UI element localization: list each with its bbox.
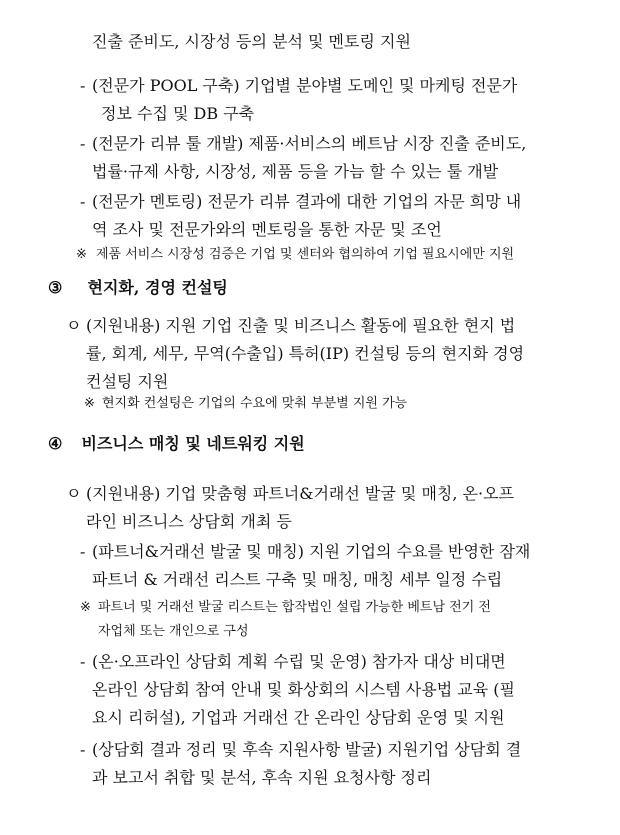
circle-marker: ㅇ	[66, 484, 82, 503]
heading-title: 현지화, 경영 컨설팅	[87, 278, 228, 297]
text-line: 자업체 또는 개인으로 구성	[98, 624, 249, 639]
circle-item-consulting	[66, 312, 596, 396]
text-line: 역 조사 및 전문가와의 멘토링을 통한 자문 및 조언	[92, 220, 442, 239]
dash-marker: -	[80, 652, 86, 671]
text-line: 과 보고서 취합 및 분석, 후속 지원 요청사항 정리	[92, 768, 432, 787]
text-line: 요시 리허설), 기업과 거래선 간 온라인 상담회 운영 및 지원	[92, 708, 505, 727]
circle-item-matching	[66, 480, 596, 536]
heading-number: ④	[48, 434, 63, 453]
text-line: (지원내용) 기업 맞춤형 파트너&거래선 발굴 및 매칭, 온·오프	[86, 484, 514, 503]
text-line: 법률·규제 사항, 시장성, 제품 등을 가늠 할 수 있는 툴 개발	[92, 162, 499, 181]
section-heading-business-matching	[48, 432, 448, 456]
heading-title: 비즈니스 매칭 및 네트워킹 지원	[81, 434, 305, 453]
dash-item-mentoring	[80, 188, 595, 244]
text-line: 현지화 컨설팅은 기업의 수요에 맞춰 부분별 지원 가능	[102, 396, 408, 411]
text-line: 컨설팅 지원	[86, 372, 169, 391]
note-market-validation	[76, 245, 601, 265]
section-heading-localization	[48, 276, 448, 300]
circle-marker: ㅇ	[66, 316, 82, 335]
dash-item-follow-up	[80, 736, 595, 792]
note-marker: ※	[76, 247, 87, 262]
dash-marker: -	[80, 542, 86, 561]
note-partner-list	[80, 596, 600, 644]
dash-marker: -	[80, 76, 86, 95]
dash-marker: -	[80, 134, 86, 153]
note-localization	[84, 394, 584, 414]
text-line: 라인 비즈니스 상담회 개최 등	[86, 512, 292, 531]
dash-item-partner-sourcing	[80, 538, 595, 594]
text-line: (지원내용) 지원 기업 진출 및 비즈니스 활동에 필요한 현지 법	[86, 316, 516, 335]
note-marker: ※	[84, 396, 95, 411]
text-line: (전문가 멘토링) 전문가 리뷰 결과에 대한 기업의 자문 희망 내	[92, 192, 522, 211]
text-line: 정보 수집 및 DB 구축	[101, 104, 255, 123]
text-line: 률, 회계, 세무, 무역(수출입) 특허(IP) 컨설팅 등의 현지화 경영	[86, 344, 525, 363]
paragraph-continuation	[92, 32, 522, 52]
text-line: 온라인 상담회 참여 안내 및 화상회의 시스템 사용법 교육 (필	[92, 680, 515, 699]
text-line: 파트너 및 거래선 발굴 리스트는 합작법인 설립 가능한 베트남 전기 전	[98, 600, 491, 615]
text-line: 진출 준비도, 시장성 등의 분석 및 멘토링 지원	[92, 32, 411, 51]
text-line: 제품 서비스 시장성 검증은 기업 및 센터와 협의하여 기업 필요시에만 지원	[96, 247, 515, 262]
dash-marker: -	[80, 192, 86, 211]
dash-item-review-tool	[80, 130, 595, 186]
note-marker: ※	[80, 600, 91, 615]
heading-number: ③	[48, 278, 63, 297]
dash-marker: -	[80, 740, 86, 759]
text-line: (온·오프라인 상담회 계획 수립 및 운영) 참가자 대상 비대면	[92, 652, 506, 671]
text-line: (전문가 리뷰 툴 개발) 제품·서비스의 베트남 시장 진출 준비도,	[92, 134, 527, 153]
text-line: (상담회 결과 정리 및 후속 지원사항 발굴) 지원기업 상담회 결	[92, 740, 522, 759]
text-line: 파트너 & 거래선 리스트 구축 및 매칭, 매칭 세부 일정 수립	[92, 570, 503, 589]
text-line: (전문가 POOL 구축) 기업별 분야별 도메인 및 마케팅 전문가	[92, 76, 518, 95]
text-line: (파트너&거래선 발굴 및 매칭) 지원 기업의 수요를 반영한 잠재	[92, 542, 531, 561]
dash-item-meeting-operation	[80, 648, 595, 732]
dash-item-expert-pool	[80, 72, 595, 128]
